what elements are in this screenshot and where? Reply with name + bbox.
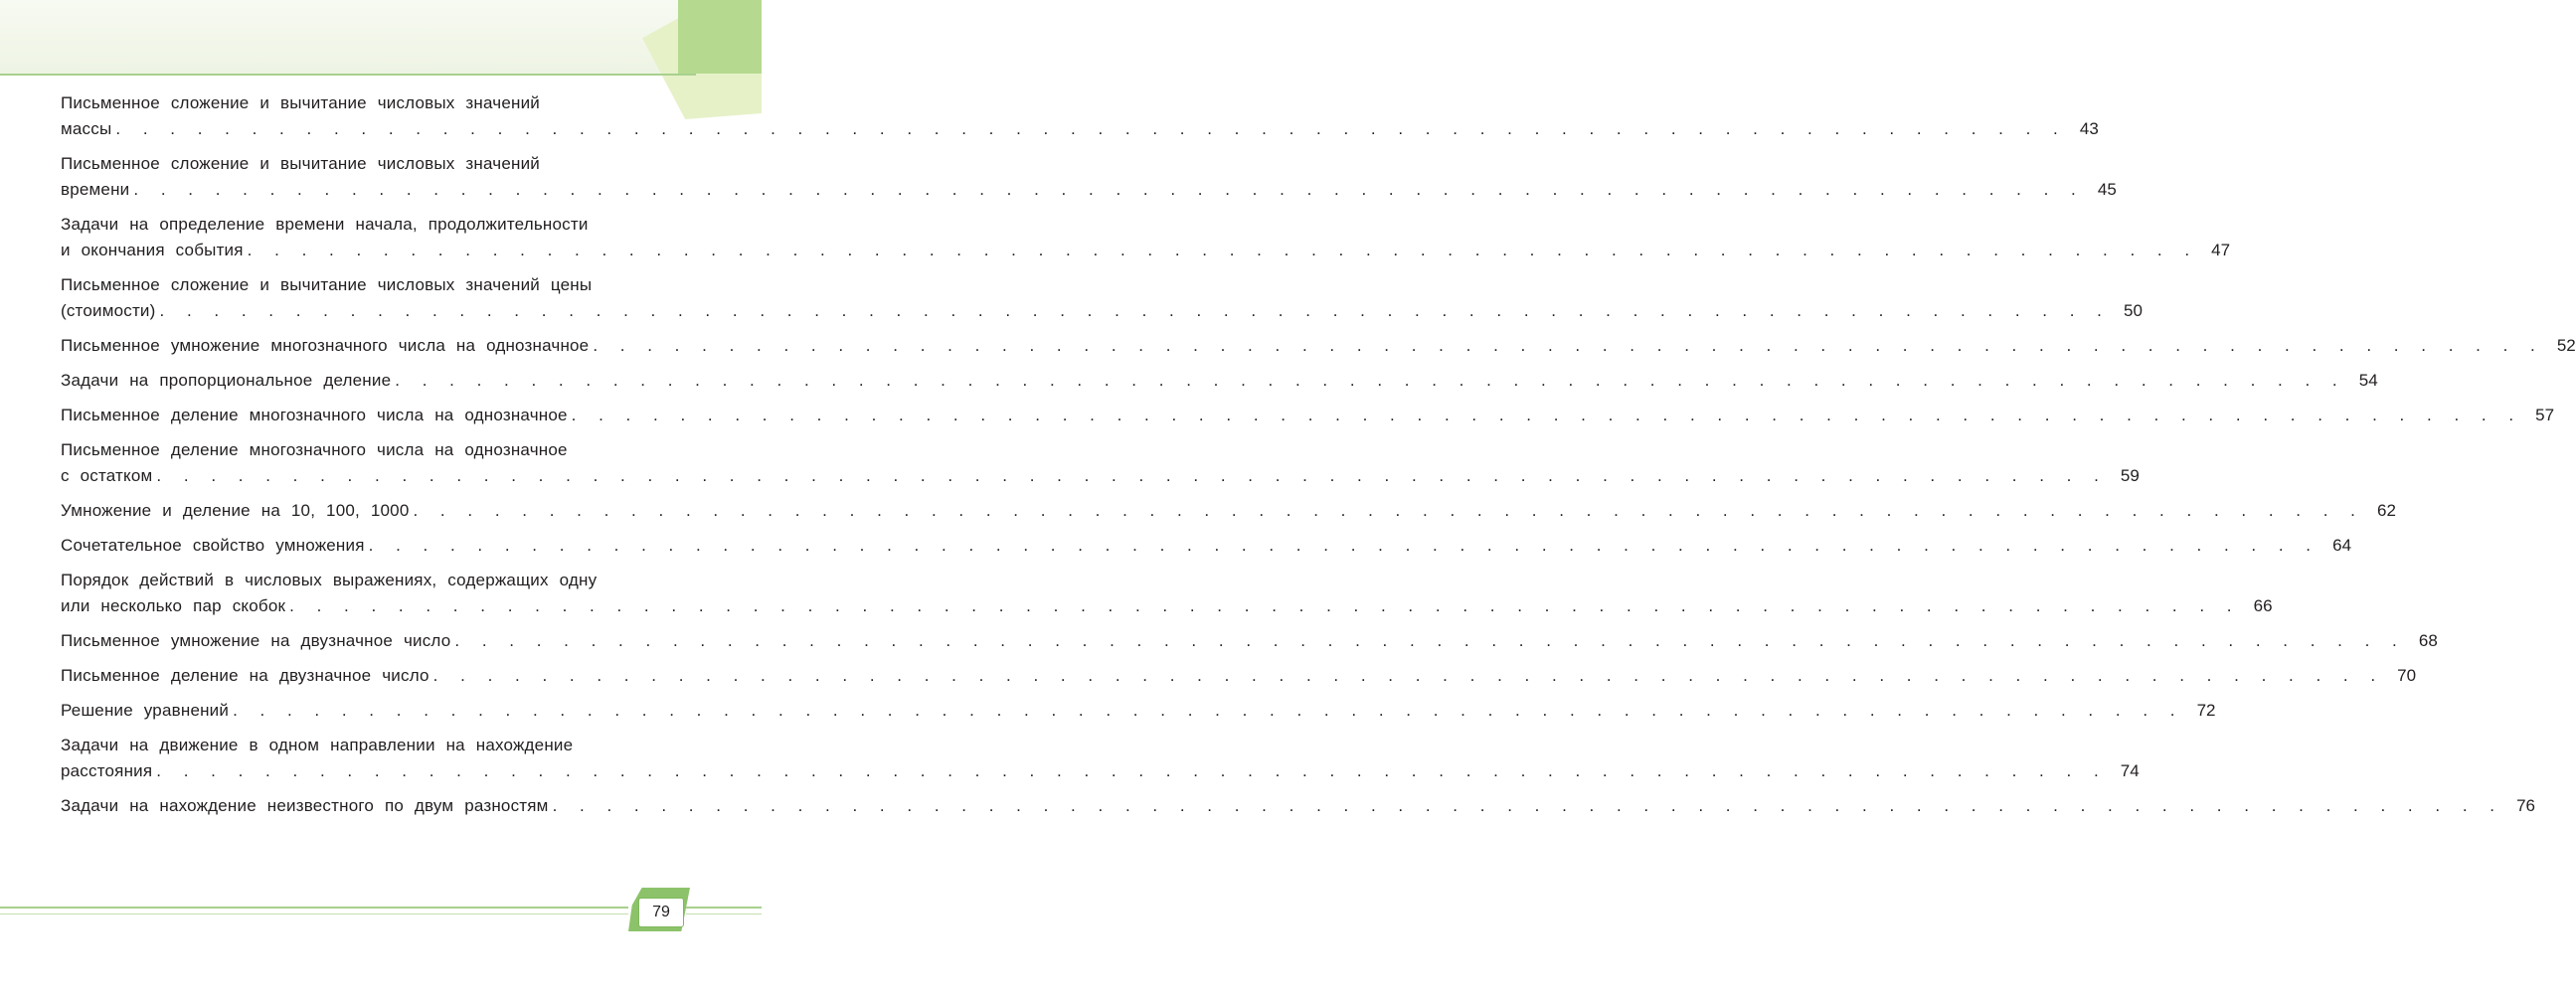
toc-entry-last-line	[61, 403, 2555, 428]
dot-leader: . . . . . . . . . . . . . . . . . . . . . . . . . . . . . . . . . . . . . . . . . . . . . . . . . . . . . . . . . . . . . . . . . . . . . . . .	[571, 406, 2523, 424]
page-number: 79	[638, 898, 684, 927]
toc-entry-title-line: расстояния	[61, 761, 153, 780]
toc-entry	[61, 663, 2417, 689]
dot-leader: . . . . . . . . . . . . . . . . . . . . . . . . . . . . . . . . . . . . . . . . . . . . . . . . . . . . . . . . . . . . . . . . . . . . . . . .	[454, 631, 2406, 650]
toc-entry	[61, 533, 2352, 559]
toc-entry-title-line: Задачи на определение времени начала, продолжительности	[61, 215, 589, 234]
toc-entry-last-line	[61, 298, 2143, 324]
toc-entry	[61, 272, 2143, 324]
toc-entry-last-line	[61, 368, 2378, 394]
toc-entry	[61, 793, 2535, 819]
toc-entry-last-line	[61, 793, 2535, 819]
toc-entry-last-line	[61, 238, 2231, 263]
toc-entry-title-line: Умножение и деление на 10, 100, 1000	[61, 501, 410, 520]
toc-page-number: 66	[2253, 596, 2273, 615]
toc-entry-title-line: Порядок действий в числовых выражениях, содержащих одну	[61, 571, 598, 589]
toc-page-number: 72	[2196, 701, 2216, 720]
dot-leader: . . . . . . . . . . . . . . . . . . . . . . . . . . . . . . . . . . . . . . . . . . . . . . . . . . . . . . . . . . . . . . . . . . . . . . . .	[247, 241, 2199, 259]
toc-entry-last-line	[61, 593, 2273, 619]
toc-page-number: 76	[2516, 796, 2535, 815]
toc-entry-title-line: (стоимости)	[61, 301, 156, 320]
toc-entry-last-line	[61, 533, 2352, 559]
bottom-divider-right	[686, 907, 762, 909]
toc-entry-last-line	[61, 628, 2438, 654]
toc-entry-title-line: и окончания события	[61, 241, 244, 259]
toc-entry-title-line: Задачи на нахождение неизвестного по двум разностям	[61, 796, 549, 815]
dot-leader: . . . . . . . . . . . . . . . . . . . . . . . . . . . . . . . . . . . . . . . . . . . . . . . . . . . . . . . . . . . . . . . . . . . . . . . .	[233, 701, 2184, 720]
toc-page-number: 47	[2211, 241, 2231, 259]
toc-entry-title-line: Письменное сложение и вычитание числовых значений	[61, 154, 540, 173]
toc-entry-title-line: Задачи на движение в одном направлении на нахождение	[61, 736, 574, 754]
toc-entry-title-line: Письменное сложение и вычитание числовых значений цены	[61, 275, 593, 294]
toc-entry	[61, 151, 2117, 203]
toc-page-number: 59	[2120, 466, 2140, 485]
toc-entry	[61, 403, 2555, 428]
toc-page-number: 74	[2120, 761, 2140, 780]
toc-entry-last-line	[61, 698, 2216, 724]
dot-leader: . . . . . . . . . . . . . . . . . . . . . . . . . . . . . . . . . . . . . . . . . . . . . . . . . . . . . . . . . . . . . . . . . . . . . . . .	[395, 371, 2346, 390]
corner-decoration-dark	[678, 0, 762, 74]
toc-page-number: 54	[2358, 371, 2378, 390]
toc-entry-title-line: Задачи на пропорциональное деление	[61, 371, 392, 390]
bottom-divider	[0, 907, 628, 909]
toc-entry	[61, 698, 2216, 724]
toc-entry-title-line: Письменное деление многозначного числа на однозначное	[61, 440, 568, 459]
toc-entry	[61, 368, 2378, 394]
bottom-divider-thin	[0, 913, 628, 914]
toc-page-number: 43	[2079, 119, 2099, 138]
toc-entry-last-line	[61, 333, 2576, 359]
dot-leader: . . . . . . . . . . . . . . . . . . . . . . . . . . . . . . . . . . . . . . . . . . . . . . . . . . . . . . . . . . . . . . . . . . . . . . . .	[156, 761, 2108, 780]
toc-entry-title-line: Решение уравнений	[61, 701, 230, 720]
toc-entry	[61, 437, 2140, 489]
dot-leader: . . . . . . . . . . . . . . . . . . . . . . . . . . . . . . . . . . . . . . . . . . . . . . . . . . . . . . . . . . . . . . . . . . . . . . . .	[156, 466, 2108, 485]
dot-leader: . . . . . . . . . . . . . . . . . . . . . . . . . . . . . . . . . . . . . . . . . . . . . . . . . . . . . . . . . . . . . . . . . . . . . . . .	[413, 501, 2364, 520]
dot-leader: . . . . . . . . . . . . . . . . . . . . . . . . . . . . . . . . . . . . . . . . . . . . . . . . . . . . . . . . . . . . . . . . . . . . . . . .	[289, 596, 2241, 615]
toc-page-number: 64	[2332, 536, 2352, 555]
toc-entry	[61, 498, 2396, 524]
toc-page-number: 70	[2397, 666, 2417, 685]
dot-leader: . . . . . . . . . . . . . . . . . . . . . . . . . . . . . . . . . . . . . . . . . . . . . . . . . . . . . . . . . . . . . . . . . . . . . . . .	[159, 301, 2111, 320]
toc-entry-last-line	[61, 116, 2099, 142]
toc-page-number: 57	[2535, 406, 2555, 424]
toc-entry	[61, 568, 2273, 619]
toc-entry-last-line	[61, 663, 2417, 689]
toc-entry-last-line	[61, 177, 2117, 203]
dot-leader: . . . . . . . . . . . . . . . . . . . . . . . . . . . . . . . . . . . . . . . . . . . . . . . . . . . . . . . . . . . . . . . . . . . . . . . .	[432, 666, 2385, 685]
toc-entry-last-line	[61, 758, 2140, 784]
toc-entry-last-line	[61, 463, 2140, 489]
toc-page-number: 68	[2418, 631, 2438, 650]
toc-entry	[61, 333, 2576, 359]
toc-entry	[61, 733, 2140, 784]
toc-page-number: 45	[2097, 180, 2117, 199]
top-divider	[0, 74, 696, 76]
toc-entry-title-line: времени	[61, 180, 130, 199]
toc-entry-title-line: Сочетательное свойство умножения	[61, 536, 365, 555]
dot-leader: . . . . . . . . . . . . . . . . . . . . . . . . . . . . . . . . . . . . . . . . . . . . . . . . . . . . . . . . . . . . . . . . . . . . . . . .	[133, 180, 2085, 199]
toc-entry-title-line: Письменное сложение и вычитание числовых значений	[61, 93, 540, 112]
bottom-divider-right-thin	[686, 913, 762, 914]
toc-page-number: 62	[2376, 501, 2396, 520]
dot-leader: . . . . . . . . . . . . . . . . . . . . . . . . . . . . . . . . . . . . . . . . . . . . . . . . . . . . . . . . . . . . . . . . . . . . . . . .	[552, 796, 2503, 815]
toc-entry-title-line: с остатком	[61, 466, 153, 485]
dot-leader: . . . . . . . . . . . . . . . . . . . . . . . . . . . . . . . . . . . . . . . . . . . . . . . . . . . . . . . . . . . . . . . . . . . . . . . .	[593, 336, 2544, 355]
toc-page-number: 52	[2556, 336, 2576, 355]
toc-entry-title-line: или несколько пар скобок	[61, 596, 286, 615]
toc-entry-title-line: Письменное умножение многозначного числа на однозначное	[61, 336, 590, 355]
toc-page-number: 50	[2124, 301, 2143, 320]
toc-entry-last-line	[61, 498, 2396, 524]
dot-leader: . . . . . . . . . . . . . . . . . . . . . . . . . . . . . . . . . . . . . . . . . . . . . . . . . . . . . . . . . . . . . . . . . . . . . . . .	[115, 119, 2067, 138]
table-of-contents	[61, 90, 2576, 828]
toc-entry	[61, 90, 2099, 142]
toc-entry-title-line: Письменное умножение на двузначное число	[61, 631, 451, 650]
toc-entry-title-line: массы	[61, 119, 112, 138]
dot-leader: . . . . . . . . . . . . . . . . . . . . . . . . . . . . . . . . . . . . . . . . . . . . . . . . . . . . . . . . . . . . . . . . . . . . . . . .	[368, 536, 2320, 555]
toc-entry-title-line: Письменное деление многозначного числа на однозначное	[61, 406, 568, 424]
toc-entry-title-line: Письменное деление на двузначное число	[61, 666, 429, 685]
toc-entry	[61, 628, 2438, 654]
toc-entry	[61, 212, 2231, 263]
